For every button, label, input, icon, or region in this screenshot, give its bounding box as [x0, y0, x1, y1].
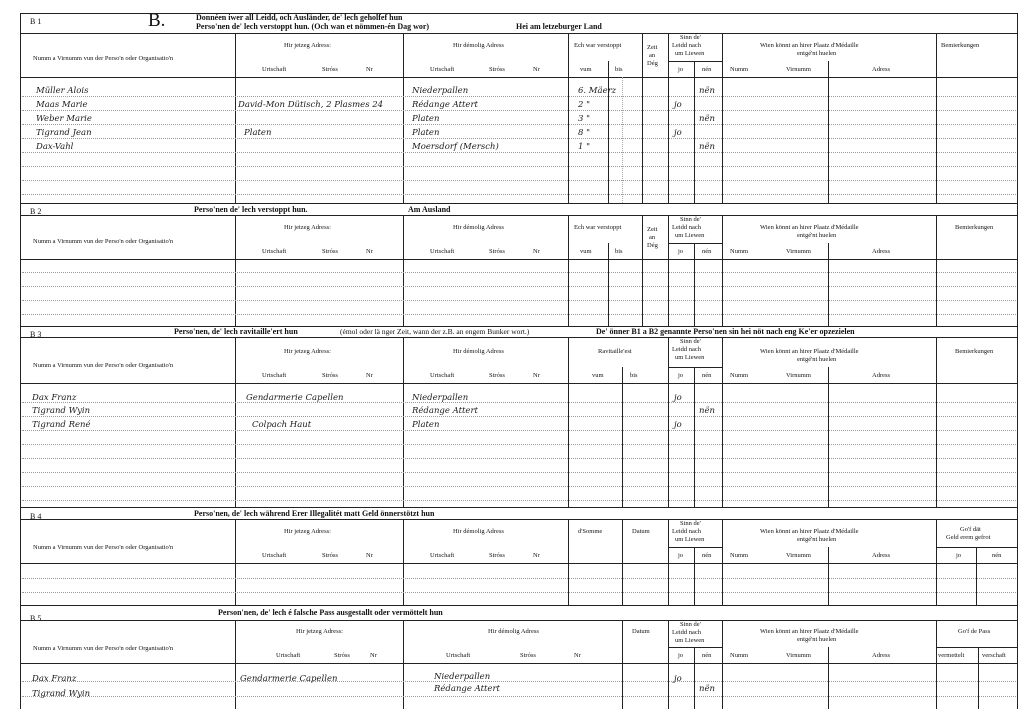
section-title: Perso'nen, de' lech ravitaille'ert hun — [174, 327, 298, 336]
section-code: B 5 — [30, 614, 42, 623]
header-current-address: Hir jetzeg Adress: — [284, 42, 331, 49]
registration-form-page: B 1 B. Donnéen iwer all Leidd, och Ausländer, de' lech geholfef hun Perso'nen de' lech verstoppt hun. (Och wan et nömmen-én Dag wor) Hei am letzeburger Land Numm a Virnumm vun der Perso'n oder Organisatio'n Hir jetzeg Adress: Urtschaft Stróss Nr Hir démolig Adress Urtschaft Stróss Nr Ech war verstoppt vum bis Zeit an Dég Sinn de' Leidd nach um Liewen jo nén Wien könnt an hirer Plaatz d'Médaille entgé'nt huelen Numm Virnumm Adress Bemierkungen Müller Alois Niederpallen 6. Mäerz nën Maas Marie David-Mon Dütisch, 2 Plasmes 24 Rédange Attert 2 " jo Weber Marie Platen 3 " nën Tigrand Jean Platen Platen 8 " jo Dax-Vahl Moersdorf (Mersch) 1 " nën B 2 Perso'nen de' lech verstoppt hun. Am Ausland Numm a Virnumm vun der Perso'n oder Organisatio'n Hir jetzeg Adress: Urtschaft Stróss Nr Hir démolig Adress Urtschaft Stróss Nr Ech war verstoppt vum bis Zeit an Dég Sinn de' Leidd nach um Liewen jo nén Wien könnt an hirer Plaatz d'Médaille entgé'nt huelen Numm Virnumm Adress Bemierkungen B 3 Perso'nen, de' lech ravitaille'ert hun (émol oder lä nger Zeit, wann der z.B. an engem Bunker wort.) De' önner B1 a B2 genannte Perso'nen sin hei nöt nach eng Ke'er opzezielen Numm a Virnumm vun der Perso'n oder Organisatio'n Hir jetzeg Adress: Urtschaft Stróss Nr Hir démolig Adress Urtschaft Stróss Nr Ravitaille'est vum bis Sinn de' Leidd nach um Liewen jo nén Wien könnt an hirer Plaatz d'Médaille entgé'nt huelen Numm Virnumm Adress Bemierkungen Dax Franz Gendarmerie Capellen Niederpallen jo Tigrand Wyin Rédange Attert nën Tigrand René Colpach Haut Platen jo B 4 Perso'nen, de' lech während Erer Illegalitét matt Geld önnerstötzt hun Numm a Virnumm vun der Perso'n oder Organisatio'n Hir jetzeg Adress: Urtschaft Stróss Nr Hir démolig Adress Urtschaft Stróss Nr d'Somme Datum Sinn de' Leidd nach um Liewen jo nén Wien könnt an hirer Plaatz d'Médaille entgé'nt huelen Numm Virnumm Adress Go'f dät Geld erem gefrot jo nén B 5 Person'nen, de' lech é falsche Pass ausgestallt oder vermöttelt hun Numm a Virnumm vun der Perso'n oder Organisatio'n Hir jetzeg Adress: Urtschaft Stróss Nr Hir démolig Adress Urtschaft Stróss Nr Datum Sinn de' Leidd nach um Liewen jo nén Wien könnt an hirer Plaatz d'Médaille entgé'nt huelen Numm Virnumm Adress Go'f de Pass vermettelt verschaft Dax Franz Gendarmerie Capellen Niederpallen jo Tigrand Wyin Rédange Attert nën — [0, 0, 1024, 709]
header-hidden: Ech war verstoppt — [574, 42, 622, 49]
header-verschaft: verschaft — [982, 652, 1006, 659]
header-ravitaille: Ravitaille'est — [598, 348, 632, 355]
section-code: B 3 — [30, 330, 42, 339]
section-title-right: De' önner B1 a B2 genannte Perso'nen sin hei nöt nach eng Ke'er opzezielen — [596, 327, 855, 336]
section-title: Person'nen, de' lech é falsche Pass ausgestallt oder vermöttelt hun — [218, 608, 443, 617]
form-top-border — [20, 13, 1018, 14]
section-title-right: Hei am letzeburger Land — [516, 22, 602, 31]
section-code: B 1 — [30, 17, 42, 26]
header-gofdat: Go'f dät — [960, 526, 981, 533]
section-title: Perso'nen, de' lech während Erer Illegalitét matt Geld önnerstötzt hun — [194, 509, 435, 518]
section-title-line2: Perso'nen de' lech verstoppt hun. (Och wan et nömmen-én Dag wor) — [196, 22, 430, 31]
section-title-right: Am Ausland — [408, 205, 451, 214]
header-gofpass: Go'f de Pass — [958, 628, 991, 635]
header-remarks: Bemierkungen — [941, 42, 980, 49]
header-numm: Numm a Virnumm vun der Perso'n oder Organisatio'n — [33, 55, 174, 62]
header-former-address: Hir démolig Adress — [453, 42, 504, 49]
section-code: B 2 — [30, 207, 42, 216]
header-geld: Geld erem gefrot — [946, 534, 991, 541]
big-letter-b: B. — [148, 10, 166, 31]
header-vermettelt: vermettelt — [938, 652, 965, 659]
header-datum: Datum — [632, 528, 650, 535]
section-code: B 4 — [30, 512, 42, 521]
header-datum: Datum — [632, 628, 650, 635]
section-title-note: (émol oder lä nger Zeit, wann der z.B. an engem Bunker wort.) — [340, 327, 530, 336]
header-somme: d'Somme — [578, 528, 603, 535]
section-title: Perso'nen de' lech verstoppt hun. — [194, 205, 308, 214]
section-title-line1: Donnéen iwer all Leidd, och Ausländer, de' lech geholfef hun — [196, 13, 403, 22]
